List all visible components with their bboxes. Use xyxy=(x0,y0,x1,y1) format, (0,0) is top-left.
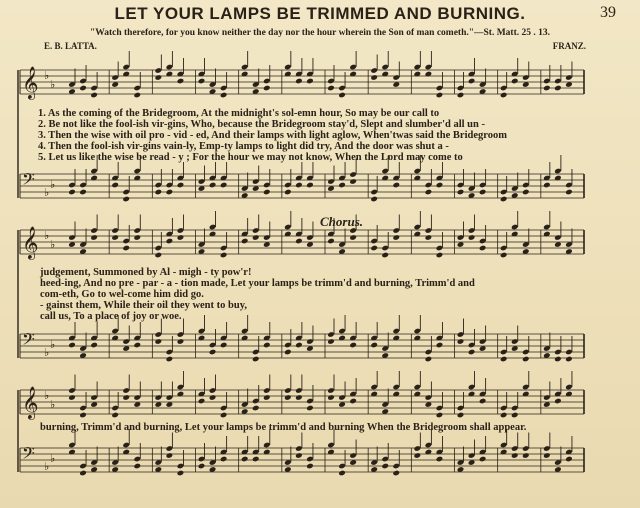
note-head xyxy=(295,182,303,189)
note-head xyxy=(155,252,163,259)
note-head xyxy=(166,238,174,245)
note-head xyxy=(90,92,98,99)
note-head xyxy=(122,196,130,203)
note-head xyxy=(166,189,174,196)
note-head xyxy=(68,342,76,349)
note-head xyxy=(295,452,303,459)
note-head xyxy=(220,456,228,463)
note-head xyxy=(295,238,303,245)
note-head xyxy=(306,463,314,470)
note-head xyxy=(252,356,260,363)
note-head xyxy=(79,470,87,477)
note-head xyxy=(252,456,260,463)
note-head xyxy=(522,452,530,459)
note-head xyxy=(565,456,573,463)
note-head xyxy=(500,196,508,203)
note-head xyxy=(511,452,519,459)
note-head xyxy=(122,394,130,401)
bass-clef-icon: 𝄢 xyxy=(22,169,35,193)
note-head xyxy=(284,394,292,401)
note-head xyxy=(177,234,185,241)
note-head xyxy=(209,349,217,356)
note-head xyxy=(198,398,206,405)
note-head xyxy=(263,394,271,401)
note-head xyxy=(349,342,357,349)
note-head xyxy=(220,252,228,259)
treble-clef-icon: 𝄞 xyxy=(22,226,39,259)
note-head xyxy=(543,85,551,92)
note-head xyxy=(68,189,76,196)
note-head xyxy=(522,189,530,196)
note-head xyxy=(122,245,130,252)
verse-line-3: 3. Then the wise with oil pro - vid - ed, And their lamps with light aglow, When'twas said the Bridegroom xyxy=(38,130,507,141)
flat-icon: ♭ xyxy=(50,78,56,91)
note-head xyxy=(252,234,260,241)
note-head xyxy=(457,189,465,196)
note-head xyxy=(295,342,303,349)
note-head xyxy=(252,405,260,412)
note-head xyxy=(381,463,389,470)
note-head xyxy=(111,412,119,419)
note-head xyxy=(370,196,378,203)
flat-icon: ♭ xyxy=(44,460,50,473)
note-head xyxy=(479,456,487,463)
note-head xyxy=(133,92,141,99)
flat-icon: ♭ xyxy=(44,186,50,199)
note-head xyxy=(436,456,444,463)
treble-clef-icon: 𝄞 xyxy=(22,66,39,99)
note-head xyxy=(327,85,335,92)
note-head xyxy=(381,252,389,259)
note-head xyxy=(284,349,292,356)
note-head xyxy=(263,85,271,92)
flat-icon: ♭ xyxy=(50,178,56,191)
verse-line-5: 5. Let us like the wise be read - y ; For the hour we may not know, When the Lord may come to xyxy=(38,152,463,163)
note-head xyxy=(554,356,562,363)
note-head xyxy=(457,338,465,345)
note-head xyxy=(511,78,519,85)
note-head xyxy=(468,78,476,85)
note-head xyxy=(468,234,476,241)
note-head xyxy=(155,74,163,81)
note-head xyxy=(457,92,465,99)
note-head xyxy=(263,189,271,196)
note-head xyxy=(198,463,206,470)
note-head xyxy=(522,356,530,363)
flat-icon: ♭ xyxy=(50,338,56,351)
note-head xyxy=(543,452,551,459)
composer-credit: E. B. LATTA. xyxy=(44,41,97,51)
note-head xyxy=(177,470,185,477)
note-head xyxy=(295,394,303,401)
note-head xyxy=(349,234,357,241)
note-head xyxy=(436,182,444,189)
note-head xyxy=(436,412,444,419)
chorus-line-3: com-eth, Go to wel-come him did go. xyxy=(40,289,204,300)
note-head xyxy=(133,463,141,470)
note-head xyxy=(68,394,76,401)
note-head xyxy=(327,238,335,245)
arranger-credit: FRANZ. xyxy=(552,41,586,51)
note-head xyxy=(425,189,433,196)
note-head xyxy=(479,189,487,196)
note-head xyxy=(284,189,292,196)
note-head xyxy=(425,234,433,241)
note-head xyxy=(220,412,228,419)
note-head xyxy=(241,238,249,245)
note-head xyxy=(436,92,444,99)
chorus-line-4: - gainst them, While their oil they went to buy, xyxy=(40,300,247,311)
note-head xyxy=(392,182,400,189)
note-head xyxy=(177,78,185,85)
note-head xyxy=(554,398,562,405)
note-head xyxy=(327,338,335,345)
note-head xyxy=(349,178,357,185)
note-head xyxy=(220,92,228,99)
note-head xyxy=(220,342,228,349)
flat-icon: ♭ xyxy=(44,346,50,359)
chorus-line-5: call us, To a place of joy or woe. xyxy=(40,311,182,322)
note-head xyxy=(133,342,141,349)
note-head xyxy=(500,356,508,363)
note-head xyxy=(155,189,163,196)
note-head xyxy=(133,234,141,241)
note-head xyxy=(500,92,508,99)
flat-icon: ♭ xyxy=(50,238,56,251)
verse-line-2: 2. Be not like the fool-ish vir-gins, Who, because the Bridegroom stay'd, Slept and slumber'd all un - xyxy=(38,119,485,130)
flat-icon: ♭ xyxy=(44,69,50,82)
note-head xyxy=(436,342,444,349)
note-head xyxy=(177,182,185,189)
note-head xyxy=(500,252,508,259)
note-head xyxy=(306,405,314,412)
note-head xyxy=(241,456,249,463)
bass-clef-icon: 𝄢 xyxy=(22,329,35,353)
note-head xyxy=(511,412,519,419)
note-head xyxy=(436,252,444,259)
note-head xyxy=(327,394,335,401)
note-head xyxy=(565,356,573,363)
note-head xyxy=(479,245,487,252)
note-head xyxy=(209,182,217,189)
flat-icon: ♭ xyxy=(44,229,50,242)
note-head xyxy=(370,74,378,81)
note-head xyxy=(79,412,87,419)
chorus-label: Chorus. xyxy=(320,214,363,229)
note-head xyxy=(468,349,476,356)
note-head xyxy=(500,412,508,419)
note-head xyxy=(90,342,98,349)
note-head xyxy=(111,182,119,189)
bass-clef-icon: 𝄢 xyxy=(22,443,35,467)
note-head xyxy=(338,92,346,99)
note-head xyxy=(554,85,562,92)
note-head xyxy=(90,234,98,241)
note-head xyxy=(79,85,87,92)
scripture-epigraph: "Watch therefore, for you know neither the day nor the hour wherein the Son of man cometh."—St. Matt. 25 . 13. xyxy=(89,28,551,38)
note-head xyxy=(295,78,303,85)
hymn-title: LET YOUR LAMPS BE TRIMMED AND BURNING. xyxy=(114,4,526,23)
note-head xyxy=(479,398,487,405)
note-head xyxy=(543,182,551,189)
note-head xyxy=(349,398,357,405)
note-head xyxy=(166,452,174,459)
note-head xyxy=(263,342,271,349)
note-head xyxy=(370,245,378,252)
note-head xyxy=(79,189,87,196)
note-head xyxy=(565,189,573,196)
verse-line-1: 1. As the coming of the Bridegroom, At the midnight's sol-emn hour, So may be our call to xyxy=(38,108,440,119)
note-head xyxy=(338,182,346,189)
note-head xyxy=(338,470,346,477)
flat-icon: ♭ xyxy=(50,452,56,465)
note-head xyxy=(392,234,400,241)
note-head xyxy=(425,356,433,363)
note-head xyxy=(457,412,465,419)
note-head xyxy=(198,78,206,85)
note-head xyxy=(220,182,228,189)
final-lyric-line: burning, Trimm'd and burning, Let your lamps be trimm'd and burning When the Bridegroom shall appear. xyxy=(40,422,527,433)
note-head xyxy=(111,234,119,241)
note-head xyxy=(414,452,422,459)
note-head xyxy=(392,470,400,477)
chorus-line-2: heed-ing, And no pre - par - a - tion made, Let your lamps be trimm'd and burning, Trimm'd and xyxy=(40,278,475,289)
note-head xyxy=(306,182,314,189)
treble-clef-icon: 𝄞 xyxy=(22,386,39,419)
flat-icon: ♭ xyxy=(50,398,56,411)
note-head xyxy=(155,338,163,345)
page-number: 39 xyxy=(600,4,616,21)
note-head xyxy=(177,338,185,345)
note-head xyxy=(370,342,378,349)
note-head xyxy=(209,394,217,401)
chorus-line-1: judgement, Summoned by Al - migh - ty pow'r! xyxy=(40,267,252,278)
note-head xyxy=(306,78,314,85)
note-head xyxy=(166,356,174,363)
flat-icon: ♭ xyxy=(44,389,50,402)
verse-line-4: 4. Then the fool-ish vir-gins vain-ly, Emp-ty lamps to light did try, And the door was shut a - xyxy=(38,141,449,152)
